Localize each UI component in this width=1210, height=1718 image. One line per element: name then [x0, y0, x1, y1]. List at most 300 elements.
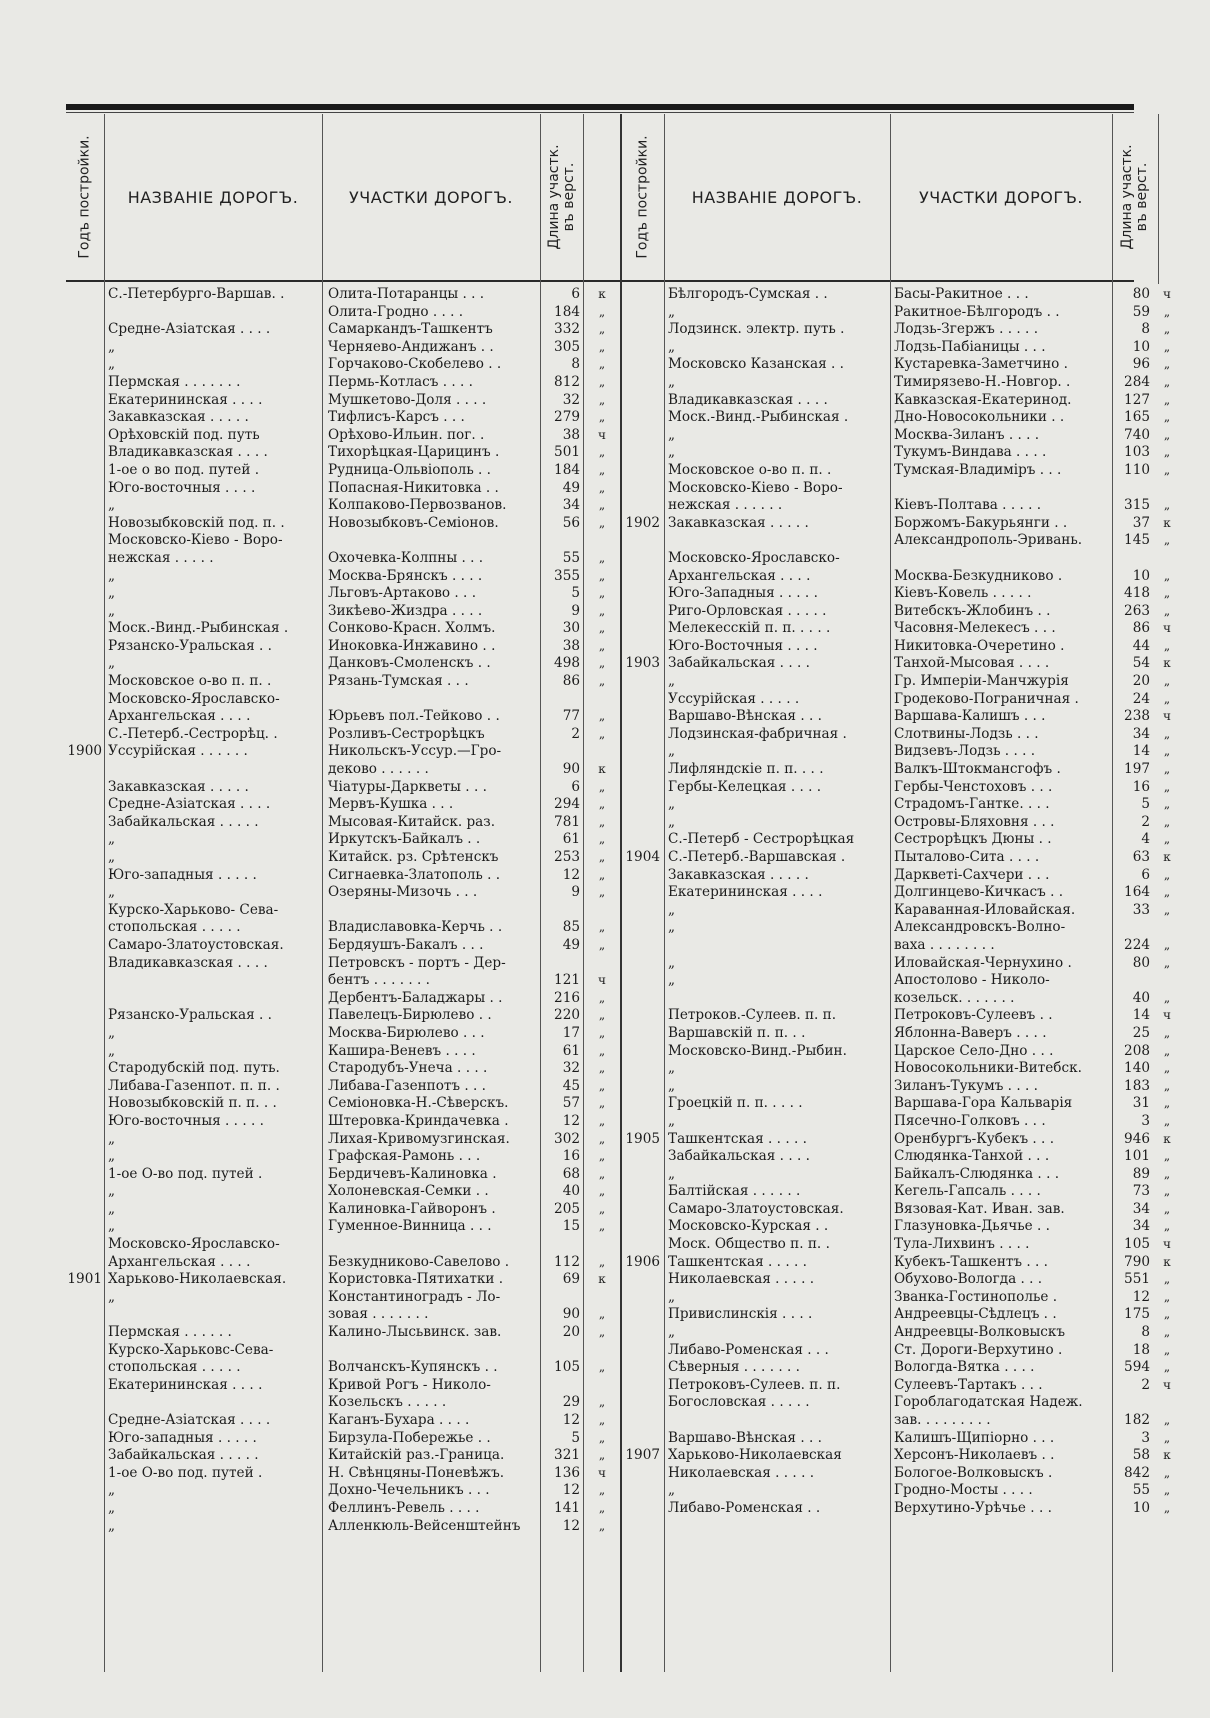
section-cell: Обухово-Вологда . . .	[894, 1271, 1043, 1288]
section-cell: Видзевъ-Лодзь . . . .	[894, 743, 1036, 760]
road-name-cell: Закавказская . . . . .	[108, 778, 249, 795]
road-name-cell: нежская . . . . .	[108, 549, 214, 566]
gauge-cell: „	[1163, 1272, 1171, 1287]
table-row	[66, 1482, 622, 1500]
table-row	[622, 972, 1178, 990]
table-row	[622, 1078, 1178, 1096]
gauge-cell: „	[1163, 498, 1171, 513]
length-cell: 355	[554, 567, 580, 584]
gauge-cell: „	[598, 339, 606, 354]
gauge-cell: к	[598, 287, 606, 301]
road-name-cell: стопольская . . . . .	[108, 919, 241, 936]
gauge-cell: „	[598, 1078, 606, 1093]
length-cell: 69	[562, 1271, 580, 1288]
length-cell: 34	[1132, 1218, 1150, 1235]
gauge-cell: „	[598, 357, 606, 372]
table-row	[66, 550, 622, 568]
table-row	[622, 867, 1178, 885]
gauge-cell: „	[598, 445, 606, 460]
gauge-cell: „	[1163, 568, 1171, 583]
gauge-cell: „	[1163, 1043, 1171, 1058]
road-name-cell: Пермская . . . . . . .	[108, 373, 241, 390]
gauge-cell: „	[1163, 797, 1171, 812]
section-cell: Андреевцы-Сѣдлецъ . .	[894, 1306, 1057, 1323]
length-cell: 54	[1132, 655, 1150, 672]
table-row	[66, 427, 622, 445]
length-cell: 33	[1132, 901, 1150, 918]
road-name-cell: Средне-Азіатская . . . .	[108, 321, 271, 338]
gauge-cell: „	[598, 498, 606, 513]
section-cell: Сестрорѣцкъ Дюны . .	[894, 831, 1052, 848]
length-cell: 49	[562, 479, 580, 496]
section-cell: Дохно-Чечельникъ . . .	[328, 1482, 490, 1499]
section-cell: козельск. . . . . . .	[894, 989, 1015, 1006]
gauge-cell: ч	[598, 973, 606, 988]
section-cell: Калишъ-Щипіорно . . .	[894, 1429, 1055, 1446]
table-row	[66, 1148, 622, 1166]
length-cell: 77	[562, 708, 580, 725]
road-name-cell: Варшаво-Вѣнская . . .	[668, 1429, 822, 1446]
table-row	[66, 761, 622, 779]
length-cell: 5	[571, 585, 580, 602]
year-cell: 1902	[625, 514, 660, 531]
section-cell: Лодзь-Пабіаницы . . .	[894, 338, 1046, 355]
length-cell: 165	[1124, 409, 1150, 426]
gauge-cell: „	[1163, 638, 1171, 653]
length-cell: 220	[554, 1007, 580, 1024]
table-row	[66, 480, 622, 498]
gauge-cell: „	[598, 779, 606, 794]
section-cell: Мервъ-Кушка . . .	[328, 796, 454, 813]
gauge-cell: ч	[1163, 709, 1171, 724]
gauge-cell: ч	[1163, 1008, 1171, 1023]
table-row	[622, 286, 1178, 304]
table-row	[66, 304, 622, 322]
table-row	[66, 374, 622, 392]
table-row	[66, 1007, 622, 1025]
right-table	[622, 286, 1178, 1518]
road-name-cell: „	[668, 743, 676, 760]
length-cell: 2	[1141, 813, 1150, 830]
gauge-cell: „	[598, 374, 606, 389]
year-cell: 1904	[625, 849, 660, 865]
section-cell: Херсонъ-Николаевъ . .	[894, 1447, 1055, 1464]
road-name-cell: Курско-Харьковс-Сева-	[108, 1341, 274, 1358]
table-row	[622, 515, 1178, 533]
length-cell: 86	[562, 673, 580, 690]
section-cell: Горчаково-Скобелево . .	[328, 356, 502, 373]
gauge-cell: „	[1163, 1413, 1171, 1427]
length-cell: 45	[562, 1077, 580, 1094]
gauge-cell: „	[1163, 1360, 1171, 1375]
table-row	[66, 1394, 622, 1412]
road-name-cell: Ташкентская . . . . .	[668, 1130, 807, 1147]
table-row	[66, 409, 622, 427]
section-cell: Островы-Бляховня . . .	[894, 813, 1055, 830]
road-name-cell: Варшаво-Вѣнская . . .	[668, 708, 822, 725]
table-row	[622, 1306, 1178, 1324]
length-cell: 5	[1141, 796, 1150, 813]
table-row	[622, 1500, 1178, 1518]
table-row	[622, 849, 1178, 867]
length-cell: 184	[554, 303, 580, 320]
road-name-cell: „	[108, 1183, 116, 1200]
length-cell: 80	[1132, 954, 1150, 971]
table-row	[66, 884, 622, 902]
section-cell: Калиновка-Гайворонъ .	[328, 1200, 496, 1217]
road-name-cell: Уссурійская . . . . . .	[108, 743, 248, 760]
table-row	[66, 779, 622, 797]
table-row	[622, 726, 1178, 744]
table-row	[622, 779, 1178, 797]
table-row	[66, 990, 622, 1008]
table-row	[66, 1254, 622, 1272]
table-row	[622, 796, 1178, 814]
gauge-cell: „	[1163, 1325, 1171, 1340]
length-cell: 18	[1132, 1341, 1150, 1358]
road-name-cell: Юго-Западныя . . . . .	[668, 585, 818, 602]
section-cell: Холоневская-Семки . .	[328, 1183, 489, 1200]
table-row	[66, 286, 622, 304]
gauge-cell: ч	[1163, 287, 1171, 301]
table-row	[66, 1324, 622, 1342]
road-name-cell: Сѣверныя . . . . . . .	[668, 1359, 800, 1376]
road-name-cell: Николаевская . . . . .	[668, 1464, 815, 1481]
road-name-cell: Московско-Ярославско-	[108, 1236, 280, 1253]
table-row	[66, 655, 622, 673]
road-name-cell: С.-Петерб.-Варшавская .	[668, 849, 846, 865]
gauge-cell: „	[598, 1448, 606, 1463]
table-row	[622, 603, 1178, 621]
gauge-cell: „	[598, 1113, 606, 1128]
section-cell: Графская-Рамонь . . .	[328, 1148, 481, 1165]
gauge-cell: „	[1163, 1219, 1171, 1234]
table-row	[622, 1166, 1178, 1184]
table-row	[622, 638, 1178, 656]
road-name-cell: Закавказская . . . . .	[108, 409, 249, 426]
road-name-cell: нежская . . . . . .	[668, 497, 783, 514]
table-row	[66, 1412, 622, 1430]
length-cell: 10	[1132, 1499, 1150, 1516]
section-cell: Кубекъ-Ташкентъ . . .	[894, 1253, 1048, 1270]
road-name-cell: стопольская . . . . .	[108, 1359, 241, 1376]
section-cell: Ст. Дороги-Верхутино .	[894, 1341, 1063, 1358]
section-cell: Страдомъ-Гантке. . . .	[894, 796, 1050, 813]
section-cell: Кривой Рогъ - Николо-	[328, 1376, 491, 1393]
length-cell: 34	[1132, 1200, 1150, 1217]
table-row	[622, 1183, 1178, 1201]
length-cell: 20	[562, 1324, 580, 1341]
road-name-cell: Петроков.-Сулеев. п. п.	[668, 1007, 837, 1024]
length-cell: 16	[562, 1148, 580, 1165]
section-cell: Москва-Зиланъ . . . .	[894, 426, 1040, 443]
length-cell: 101	[1124, 1148, 1150, 1165]
road-name-cell: Варшавскій п. п. . .	[668, 1024, 806, 1041]
section-cell: бентъ . . . . . . .	[328, 972, 430, 989]
table-row	[66, 1377, 622, 1395]
table-row	[66, 321, 622, 339]
road-name-cell: Рязанско-Уральская . .	[108, 1007, 272, 1024]
length-cell: 55	[562, 549, 580, 566]
length-cell: 56	[562, 514, 580, 531]
length-cell: 182	[1124, 1412, 1150, 1428]
gauge-cell: „	[1163, 533, 1171, 548]
length-cell: 68	[562, 1165, 580, 1182]
table-row	[66, 743, 622, 761]
gauge-cell: „	[1163, 867, 1171, 882]
section-cell: Гуменное-Винница . . .	[328, 1218, 492, 1235]
road-name-cell: Моск. Общество п. п. .	[668, 1236, 830, 1253]
gauge-cell: „	[1163, 1149, 1171, 1164]
road-name-cell: „	[668, 673, 676, 690]
table-row	[66, 708, 622, 726]
length-cell: 136	[554, 1464, 580, 1481]
length-cell: 112	[554, 1253, 580, 1270]
road-name-cell: Архангельская . . . .	[108, 708, 251, 725]
table-row	[622, 1254, 1178, 1272]
section-cell: Вязовая-Кат. Иван. зав.	[894, 1200, 1065, 1217]
table-row	[66, 515, 622, 533]
gauge-cell: „	[1163, 410, 1171, 425]
length-cell: 5	[571, 1429, 580, 1446]
table-row	[622, 568, 1178, 586]
gauge-cell: „	[1163, 1342, 1171, 1357]
section-cell: Тукумъ-Виндава . . . .	[894, 444, 1047, 461]
length-cell: 12	[562, 866, 580, 883]
length-cell: 12	[562, 1112, 580, 1129]
road-name-cell: Закавказская . . . . .	[668, 866, 809, 883]
road-name-cell: С.-Петербурго-Варшав. .	[108, 286, 285, 302]
gauge-cell: „	[1163, 1483, 1171, 1498]
road-name-cell: Балтійская . . . . . .	[668, 1183, 801, 1200]
road-name-cell: Уссурійская . . . . .	[668, 690, 800, 707]
table-row	[622, 902, 1178, 920]
gauge-cell: к	[1163, 1254, 1171, 1269]
road-name-cell: Лодзинская-фабричная .	[668, 725, 847, 742]
table-row	[66, 1095, 622, 1113]
length-cell: 781	[554, 813, 580, 830]
section-cell: Лодзь-Згержъ . . . . .	[894, 321, 1039, 338]
gauge-cell: „	[1163, 779, 1171, 794]
road-name-cell: Московско-Винд.-Рыбин.	[668, 1042, 847, 1059]
gauge-cell: „	[598, 462, 606, 477]
road-name-cell: Юго-восточныя . . . .	[108, 479, 256, 496]
table-row	[622, 1465, 1178, 1483]
table-row	[622, 550, 1178, 568]
length-cell: 61	[562, 1042, 580, 1059]
table-row	[622, 480, 1178, 498]
road-name-cell: „	[668, 972, 676, 989]
table-row	[622, 743, 1178, 761]
road-name-cell: „	[108, 1218, 116, 1235]
section-cell: Александровскъ-Волно-	[894, 919, 1066, 936]
length-cell: 24	[1132, 690, 1150, 707]
length-cell: 10	[1132, 567, 1150, 584]
table-row	[622, 1342, 1178, 1360]
road-name-cell: Средне-Азіатская . . . .	[108, 796, 271, 813]
table-row	[622, 1201, 1178, 1219]
table-row	[66, 1518, 622, 1536]
table-row	[66, 814, 622, 832]
road-name-cell: „	[668, 954, 676, 971]
road-name-cell: „	[108, 356, 116, 373]
table-row	[66, 497, 622, 515]
gauge-cell: „	[1163, 1465, 1171, 1480]
table-row	[66, 831, 622, 849]
table-row	[622, 1377, 1178, 1395]
length-cell: 6	[571, 778, 580, 795]
section-cell: Танхой-Мысовая . . . .	[894, 655, 1050, 672]
gauge-cell: „	[1163, 1096, 1171, 1111]
table-row	[622, 1359, 1178, 1377]
length-cell: 86	[1132, 620, 1150, 637]
table-row	[66, 1043, 622, 1061]
section-cell: Верхутино-Урѣчье . . .	[894, 1499, 1052, 1516]
length-cell: 946	[1124, 1130, 1150, 1147]
gauge-cell: „	[598, 990, 606, 1005]
length-cell: 32	[562, 1060, 580, 1077]
year-cell: 1905	[625, 1130, 660, 1147]
length-cell: 15	[562, 1218, 580, 1235]
gauge-cell: „	[1163, 902, 1171, 917]
length-cell: 790	[1124, 1253, 1150, 1270]
table-row	[66, 1500, 622, 1518]
section-cell: Яблонна-Ваверъ . . . .	[894, 1024, 1047, 1041]
gauge-cell: „	[598, 674, 606, 689]
road-name-cell: Юго-восточныя . . . . .	[108, 1112, 264, 1129]
table-row	[622, 374, 1178, 392]
length-cell: 37	[1132, 514, 1150, 531]
road-name-cell: Екатерининская . . . .	[108, 391, 263, 408]
road-name-cell: Петроковъ-Сулеев. п. п.	[668, 1376, 841, 1393]
length-cell: 418	[1124, 585, 1150, 602]
length-cell: 90	[562, 1306, 580, 1323]
table-row	[66, 673, 622, 691]
section-cell: Иркутскъ-Байкалъ . .	[328, 831, 481, 848]
table-row	[622, 884, 1178, 902]
length-cell: 284	[1124, 373, 1150, 390]
gauge-cell: „	[1163, 937, 1171, 952]
section-cell: Тимирязево-Н.-Новгор. .	[894, 373, 1071, 390]
road-name-cell: „	[668, 1060, 676, 1077]
length-cell: 55	[1132, 1482, 1150, 1499]
section-cell: Либава-Газенпотъ . . .	[328, 1077, 487, 1094]
table-row	[622, 1043, 1178, 1061]
length-cell: 302	[554, 1130, 580, 1147]
section-cell: Кіевъ-Полтава . . . . .	[894, 497, 1042, 514]
gauge-cell: „	[598, 603, 606, 618]
length-cell: 49	[562, 936, 580, 953]
table-row	[622, 955, 1178, 973]
length-cell: 12	[1132, 1288, 1150, 1305]
length-cell: 842	[1124, 1464, 1150, 1481]
length-cell: 14	[1132, 1007, 1150, 1024]
gauge-cell: „	[598, 1395, 606, 1410]
gauge-cell: „	[598, 814, 606, 829]
year-cell: 1901	[67, 1271, 102, 1288]
gauge-cell: „	[1163, 726, 1171, 741]
gauge-cell: „	[598, 726, 606, 741]
header-length-left: Длина участк. въ верст.	[545, 144, 577, 250]
section-cell: Гербы-Ченстоховъ . . .	[894, 778, 1053, 795]
length-cell: 6	[1141, 866, 1150, 883]
length-cell: 40	[1132, 989, 1150, 1006]
table-row	[622, 708, 1178, 726]
section-cell: Сонково-Красн. Холмъ.	[328, 620, 496, 637]
length-cell: 44	[1132, 637, 1150, 654]
length-cell: 103	[1124, 444, 1150, 461]
gauge-cell: „	[1163, 814, 1171, 829]
table-row	[622, 427, 1178, 445]
table-row	[66, 532, 622, 550]
table-row	[622, 339, 1178, 357]
gauge-cell: „	[1163, 603, 1171, 618]
table-row	[66, 902, 622, 920]
section-cell: ваха . . . . . . . .	[894, 936, 995, 953]
gauge-cell: „	[1163, 1201, 1171, 1216]
gauge-cell: „	[598, 1360, 606, 1375]
gauge-cell: „	[1163, 304, 1171, 319]
gauge-cell: „	[1163, 762, 1171, 777]
road-name-cell: Московское о-во п. п. .	[108, 673, 272, 690]
table-row	[66, 1218, 622, 1236]
road-name-cell: Николаевская . . . . .	[668, 1271, 815, 1288]
gauge-cell: „	[1163, 427, 1171, 442]
table-row	[622, 655, 1178, 673]
length-cell: 105	[554, 1359, 580, 1376]
table-row	[622, 1095, 1178, 1113]
section-cell: Валкъ-Штокмансгофъ .	[894, 761, 1061, 778]
road-name-cell: „	[108, 497, 116, 514]
table-row	[622, 673, 1178, 691]
section-cell: Витебскъ-Жлобинъ . .	[894, 602, 1051, 619]
length-cell: 279	[554, 409, 580, 426]
section-cell: Новосокольники-Витебск.	[894, 1060, 1082, 1077]
length-cell: 40	[562, 1183, 580, 1200]
road-name-cell: Юго-западныя . . . . .	[108, 1429, 257, 1446]
length-cell: 2	[571, 725, 580, 742]
gauge-cell: „	[598, 1413, 606, 1427]
table-row	[622, 1236, 1178, 1254]
length-cell: 20	[1132, 673, 1150, 690]
gauge-cell: „	[598, 1149, 606, 1164]
table-row	[622, 1412, 1178, 1430]
table-row	[66, 356, 622, 374]
section-cell: Кегель-Гапсаль . . . .	[894, 1183, 1041, 1200]
table-row	[622, 1060, 1178, 1078]
road-name-cell: „	[108, 602, 116, 619]
section-cell: Китайскій раз.-Граница.	[328, 1447, 505, 1464]
table-row	[66, 1113, 622, 1131]
table-row	[622, 831, 1178, 849]
section-cell: Тихорѣцкая-Царицинъ .	[328, 444, 500, 461]
table-row	[66, 1271, 622, 1289]
table-row	[622, 1430, 1178, 1448]
table-row	[622, 1289, 1178, 1307]
section-cell: Юрьевъ пол.-Тейково . .	[328, 708, 500, 725]
table-row	[66, 1078, 622, 1096]
road-name-cell: Моск.-Винд.-Рыбинская .	[108, 620, 289, 637]
gauge-cell: ч	[1163, 1237, 1171, 1252]
gauge-cell: „	[1163, 885, 1171, 900]
length-cell: 332	[554, 321, 580, 338]
length-cell: 208	[1124, 1042, 1150, 1059]
section-cell: Павелецъ-Бирюлево . .	[328, 1007, 492, 1024]
gauge-cell: „	[598, 885, 606, 900]
gauge-cell: „	[1163, 1061, 1171, 1076]
length-cell: 263	[1124, 602, 1150, 619]
section-cell: Пясечно-Голковъ . . .	[894, 1112, 1046, 1129]
